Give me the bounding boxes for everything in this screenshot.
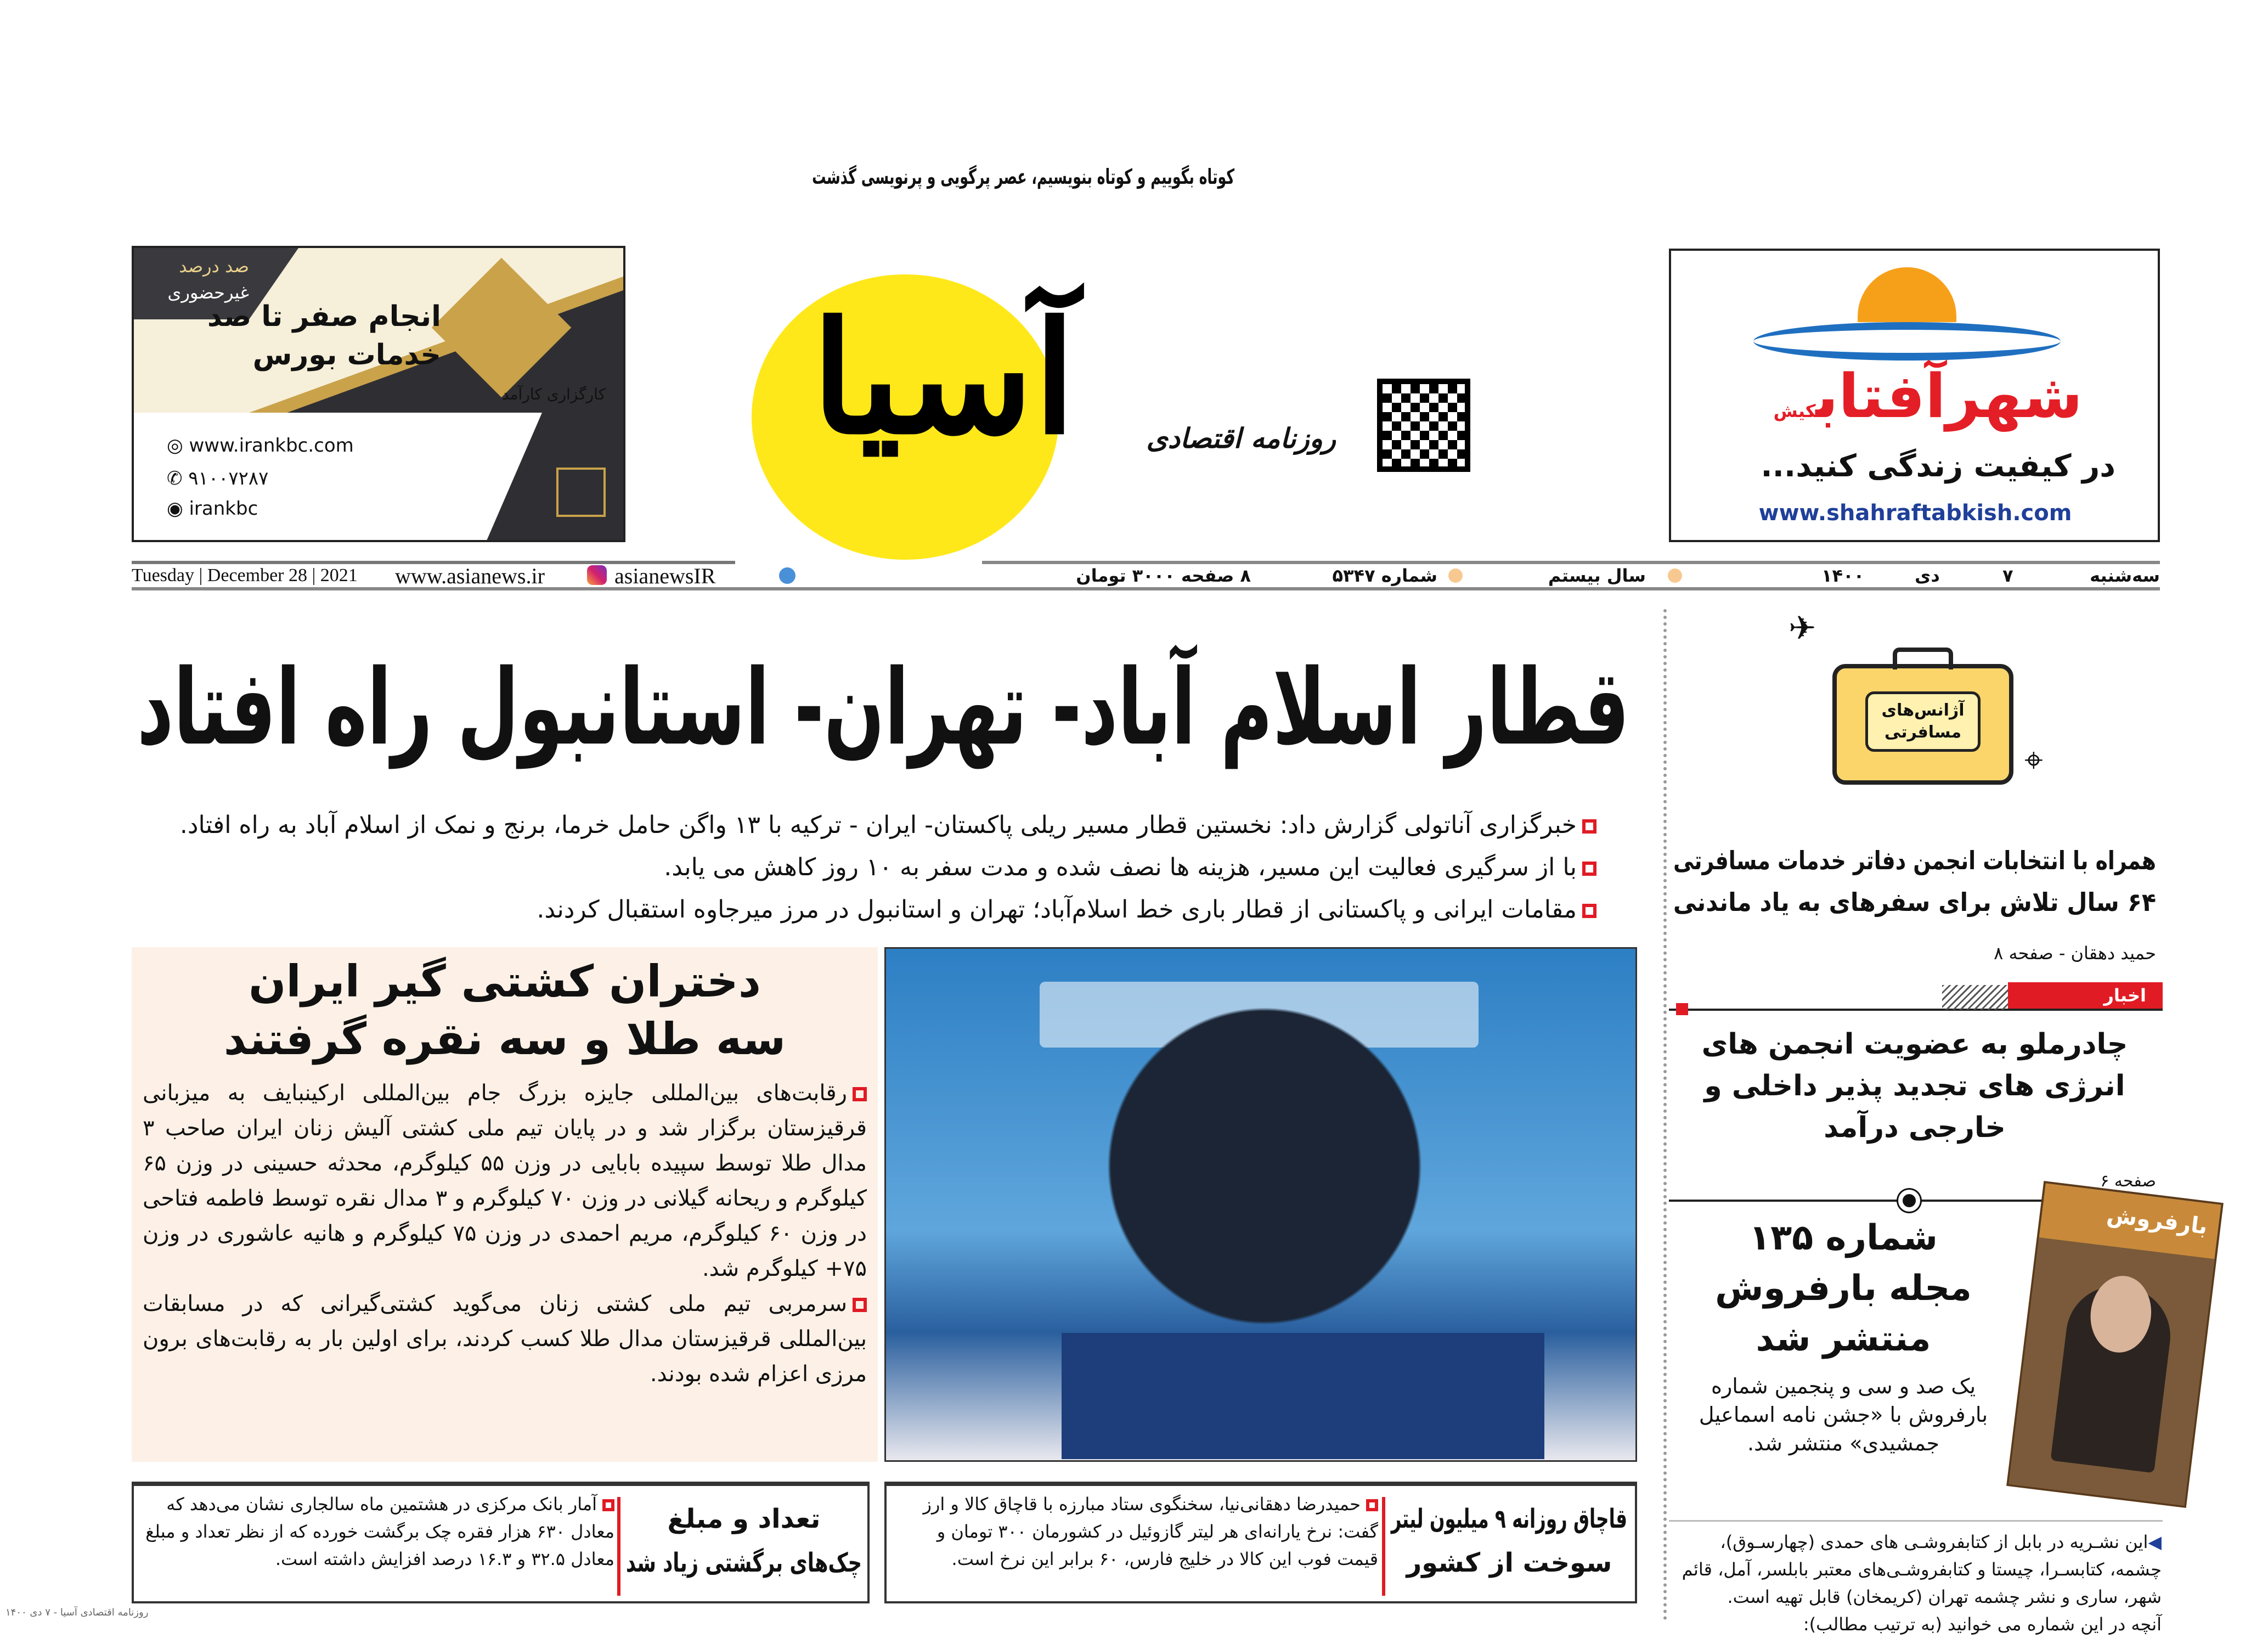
news-page-ref: صفحه ۶ <box>2100 1172 2156 1191</box>
magazine-cover-title: بارفروش <box>2105 1202 2209 1240</box>
ad-website-text: www.irankbc.com <box>189 435 354 457</box>
wrestling-para: رقابت‌های بین‌المللی جایزه بزرگ جام بین‌المللی ارکینبایف به میزبانی قرقیزستان برگزار شد و در پایان تیم ملی کشتی آلیش زنان ایران صاحب ۳ مدال طلا توسط سپیده بابایی در وزن ۵۵ کیلوگرم، محدثه حسینی در وزن ۶۵ کیلوگرم و ریحانه گیلانی در وزن ۷۰ کیلوگرم و ۳ مدال نقره توسط فاطمه فتاحی در وزن ۶۰ کیلوگرم، مریم احمدی در وزن ۷۵ کیلوگرم و هانیه عاشوری در وزن ۷۵+ کیلوگرم شد. <box>143 1080 867 1281</box>
footer-note: روزنامه اقتصادی آسیا - ۷ دی ۱۴۰۰ <box>5 1607 149 1618</box>
separator-dot <box>1448 568 1463 583</box>
magazine-subtitle: یک صد و سی و پنجمین شماره بارفروش با «جشن نامه اسماعیل جمشیدی» منتشر شد. <box>1699 1374 1988 1455</box>
ad-badge-line1: صد درصد <box>179 256 249 277</box>
agency-headline[interactable] <box>1673 840 2156 923</box>
instagram-handle[interactable]: asianewsIR <box>614 564 716 588</box>
section-dot <box>1898 1190 1920 1212</box>
story-title-line: قاچاق روزانه ۹ میلیون لیتر <box>1391 1504 1627 1534</box>
agency-headline-line: ۶۴ سال تلاش برای سفرهای به یاد ماندنی <box>1673 887 2156 917</box>
ad-tagline: در کیفیت زندگی کنید... <box>1761 448 2115 484</box>
agency-byline: حمید دهقان - صفحه ۸ <box>1994 943 2156 964</box>
verified-icon <box>779 567 796 584</box>
ad-social-text: irankbc <box>189 498 258 520</box>
story-title-line: چک‌های برگشتی زیاد شد <box>625 1547 862 1578</box>
magazine-cover[interactable] <box>2006 1181 2224 1508</box>
sun-logo-icon <box>1858 267 1956 322</box>
location-icon: ⌖ <box>2024 741 2043 779</box>
lead-bullets <box>159 804 1596 931</box>
brokerage-badge-icon <box>556 468 606 517</box>
site-link[interactable]: www.asianews.ir <box>395 564 545 588</box>
bounced-checks-story[interactable] <box>132 1482 870 1603</box>
lead-bullet-text: با از سرگیری فعالیت این مسیر، هزینه ها نصف شده و مدت سفر به ۱۰ روز کاهش می یابد. <box>664 853 1577 881</box>
ad-title-line2: خدمات بورس <box>252 339 441 371</box>
ad-phone: ✆ ۹۱۰۰۷۲۸۷ <box>167 468 269 489</box>
ad-badge-line2: غیرحضوری <box>167 282 249 303</box>
wrestling-body <box>132 1068 878 1392</box>
lead-headline[interactable]: قطار اسلام آباد- تهران- استانبول راه افتاد <box>137 647 1629 768</box>
slogan: کوتاه بگوییم و کوتاه بنویسیم، عصر پرگویی و پرنویسی گذشت <box>812 165 1234 189</box>
ad-website: ◎ www.irankbc.com <box>167 435 354 457</box>
ad-brand: کارگزاری کارآمد <box>501 385 606 403</box>
story-title <box>626 1497 862 1585</box>
wrestling-title-line1: دختران کشتی گیر ایران <box>249 956 761 1007</box>
news-section-label[interactable]: اخبار <box>2008 982 2163 1009</box>
magazine-blurb-more: آنچه در این شماره می خوانید (به ترتیب مطالب): <box>1803 1614 2162 1635</box>
separator-dot <box>1668 568 1682 583</box>
logo: آسیا <box>811 288 1076 469</box>
column-divider <box>1663 609 1667 1620</box>
day: ۷ <box>2002 565 2013 586</box>
year: ۱۴۰۰ <box>1821 565 1865 586</box>
ad-brand-small: کیش <box>1773 401 1816 421</box>
issue-number: شماره ۵۳۴۷ <box>1332 565 1437 586</box>
story-title-line: تعداد و مبلغ <box>667 1504 821 1534</box>
agency-headline-line: همراه با انتخابات انجمن دفاتر خدمات مسافرتی <box>1673 846 2156 875</box>
lead-bullet <box>159 888 1596 931</box>
ad-website: www.shahraftabkish.com <box>1758 500 2072 526</box>
airplane-icon: ✈ <box>1789 609 1816 648</box>
lead-bullet-text: مقامات ایرانی و پاکستانی از قطار باری خط اسلام‌آباد؛ تهران و استانبول در مرز میرجاوه استقبال کردند. <box>537 896 1577 924</box>
ad-brokerage[interactable] <box>132 246 625 542</box>
waves-icon <box>1753 322 2061 361</box>
story-body-text: حمیدرضا دهقانی‌نیا، سخنگوی ستاد مبارزه با قاچاق کالا و ارز گفت: نرخ یارانه‌ای هر لیتر گازوئیل در کشورمان ۳۰۰ تومان و قیمت فوب این کالا در خلیج فارس، ۶۰ برابر این نرخ است. <box>923 1494 1378 1569</box>
date-english: Tuesday | December 28 | 2021 <box>132 565 358 586</box>
story-body <box>143 1490 614 1573</box>
story-body <box>895 1490 1378 1573</box>
wrestling-title-line2: سه طلا و سه نقره گرفتند <box>223 1014 786 1065</box>
travel-illustration <box>1789 609 2074 807</box>
wrestling-team-photo[interactable] <box>884 947 1637 1462</box>
qr-code[interactable] <box>1377 379 1470 472</box>
lead-bullet <box>159 846 1596 888</box>
ad-phone-text: ۹۱۰۰۷۲۸۷ <box>188 468 269 489</box>
lead-bullet-text: خبرگزاری آناتولی گزارش داد: نخستین قطار مسیر ریلی پاکستان- ایران - ترکیه با ۱۳ واگن حامل خرما، برنج و نمک از اسلام آباد به راه افتاد. <box>179 811 1577 839</box>
magazine-blurb: ◀این نشـریه در بابل از کتابفروشـی های حمدی (چهارسـوق)، چشمه، کتابسـرا، چیستا و کتابفروشـی‌های معتبر بابلسر، آمل، قائم شهر، ساری و نشر چشمه تهران (کریمخان) قابل تهیه است. آنچه در این شماره می خوانید (به ترتیب مطالب): <box>1682 1532 2162 1635</box>
ad-social: ◉ irankbc <box>167 498 258 520</box>
magazine-headline[interactable] <box>1673 1213 2013 1364</box>
magazine-headline-line: مجله بارفروش <box>1715 1268 1972 1309</box>
ad-shahraftab[interactable] <box>1669 249 2160 542</box>
magazine-blurb-text: این نشـریه در بابل از کتابفروشـی های حمدی (چهارسـوق)، چشمه، کتابسـرا، چیستا و کتابفروشـی‌های معتبر بابلسر، آمل، قائم شهر، ساری و نشر چشمه تهران (کریمخان) قابل تهیه است. <box>1682 1532 2162 1607</box>
fuel-smuggling-story[interactable] <box>884 1482 1637 1603</box>
logo-subtitle: روزنامه اقتصادی <box>1146 423 1336 454</box>
wrestling-story[interactable] <box>132 947 878 1462</box>
month: دی <box>1915 565 1940 586</box>
wrestling-para: سرمربی تیم ملی کشتی زنان می‌گوید کشتی‌گیرانی که در مسابقات بین‌المللی قرقیزستان مدال طلا کسب کردند، برای اولین بار به رقابت‌های برون مرزی اعزام شده بودند. <box>143 1291 867 1387</box>
story-body-text: آمار بانک مرکزی در هشتمین ماه سالجاری نشان می‌دهد که معادل ۶۳۰ هزار فقره چک برگشت خورده که از نظر تعداد و مبلغ معادل ۳۲.۵ و ۱۶.۳ درصد افزایش داشته است. <box>145 1494 614 1569</box>
ad-brand-text: شهرآفتاب <box>1815 361 2083 431</box>
news-headline[interactable]: چادرملو به عضویت انجمن های انرژی های تجدید پذیر داخلی و خارجی درآمد <box>1701 1028 2128 1144</box>
agency-label: آژانس‌های مسافرتی <box>1865 691 1981 752</box>
ad-title-line1: انجام صفر تا صد <box>207 300 441 333</box>
pages-price: ۸ صفحه ۳۰۰۰ تومان <box>1076 565 1251 586</box>
volume: سال بیستم <box>1548 565 1646 586</box>
story-title <box>1391 1497 1627 1585</box>
magazine-headline-line: شماره ۱۳۵ <box>1749 1218 1938 1258</box>
magazine-headline-line: منتشر شد <box>1756 1319 1931 1359</box>
instagram-icon[interactable] <box>587 565 607 585</box>
story-title-line: سوخت از کشور <box>1406 1547 1612 1578</box>
lead-bullet <box>159 804 1596 846</box>
weekday: سه‌شنبه <box>2090 565 2160 586</box>
ad-brand <box>1742 361 2083 447</box>
